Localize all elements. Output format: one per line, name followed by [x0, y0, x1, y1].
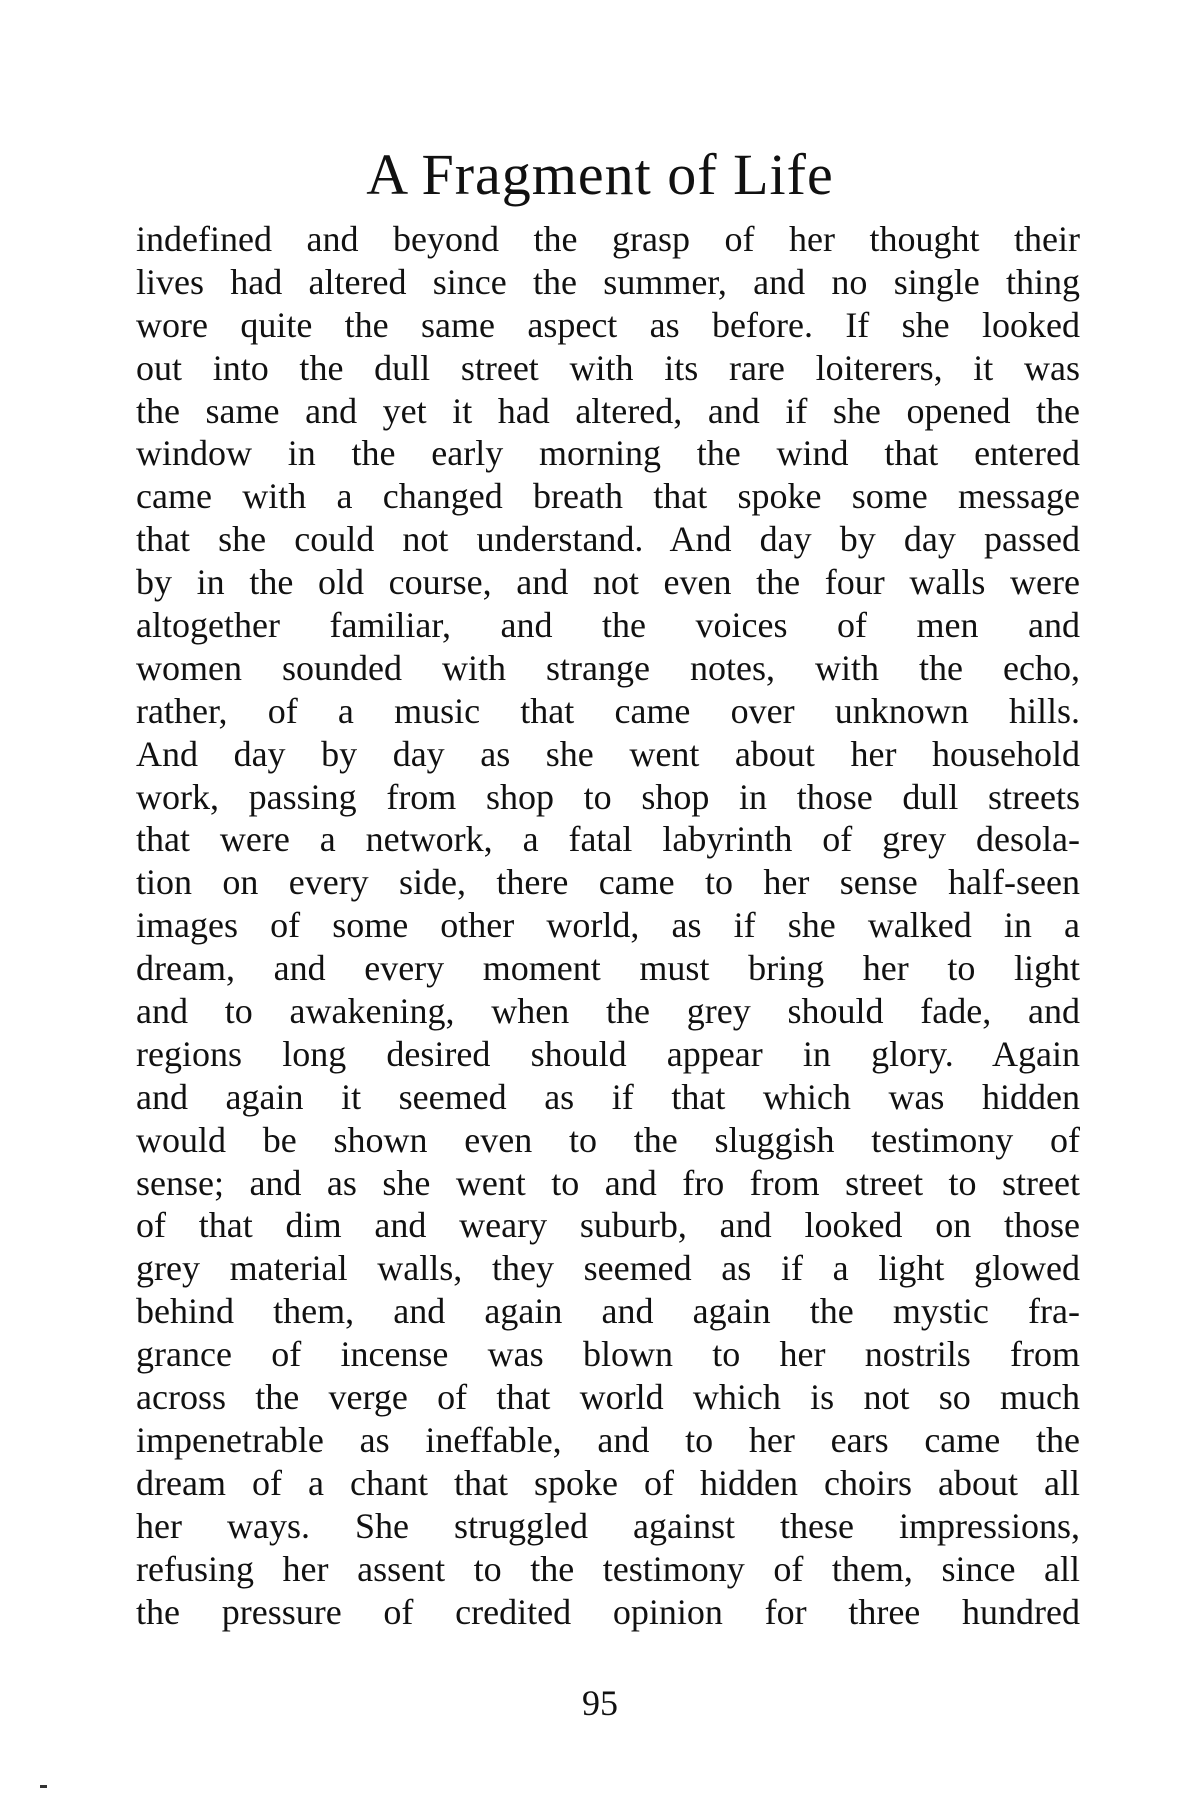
text-line: tion on every side, there came to her sense half-seen [136, 862, 1080, 903]
text-line: her ways. She struggled against these impressions, [136, 1505, 1080, 1546]
text-line: altogether familiar, and the voices of men and [136, 605, 1080, 646]
text-line: grey material walls, they seemed as if a light glowed [136, 1248, 1080, 1289]
text-line: work, passing from shop to shop in those dull streets [136, 776, 1080, 817]
text-line: wore quite the same aspect as before. If she looked [136, 304, 1080, 345]
text-line: behind them, and again and again the mystic fra- [136, 1291, 1080, 1332]
text-line: lives had altered since the summer, and no single thing [136, 261, 1080, 302]
text-line: indefined and beyond the grasp of her thought their [136, 219, 1080, 259]
text-line: regions long desired should appear in glory. Again [136, 1033, 1080, 1074]
scan-speck [40, 1785, 47, 1788]
text-line: window in the early morning the wind that entered [136, 433, 1080, 474]
text-line: images of some other world, as if she walked in a [136, 905, 1080, 946]
text-line: would be shown even to the sluggish testimony of [136, 1119, 1080, 1160]
text-line: that she could not understand. And day by day passed [136, 519, 1080, 560]
text-line: sense; and as she went to and fro from street to street [136, 1162, 1080, 1203]
text-line: impenetrable as ineffable, and to her ears came the [136, 1419, 1080, 1460]
text-line: the pressure of credited opinion for three hundred [136, 1591, 1080, 1632]
running-title: A Fragment of Life [366, 142, 834, 207]
text-line: rather, of a music that came over unknown hills. [136, 690, 1080, 731]
text-line: dream, and every moment must bring her to light [136, 948, 1080, 989]
text-line: And day by day as she went about her household [136, 733, 1080, 774]
text-line: the same and yet it had altered, and if she opened the [136, 390, 1080, 431]
text-line: by in the old course, and not even the four walls were [136, 562, 1080, 603]
text-line: dream of a chant that spoke of hidden choirs about all [136, 1462, 1080, 1503]
page-number: 95 [582, 1683, 618, 1723]
text-line: refusing her assent to the testimony of them, since all [136, 1548, 1080, 1589]
text-line: women sounded with strange notes, with the echo, [136, 647, 1080, 688]
text-line: of that dim and weary suburb, and looked on those [136, 1205, 1080, 1246]
text-line: and again it seemed as if that which was hidden [136, 1076, 1080, 1117]
body-text [136, 218, 1080, 1633]
text-line: came with a changed breath that spoke some message [136, 476, 1080, 517]
text-line: out into the dull street with its rare loiterers, it was [136, 347, 1080, 388]
text-line: and to awakening, when the grey should fade, and [136, 991, 1080, 1032]
text-line: across the verge of that world which is not so much [136, 1377, 1080, 1418]
text-line: grance of incense was blown to her nostrils from [136, 1334, 1080, 1375]
text-line: that were a network, a fatal labyrinth of grey desola- [136, 819, 1080, 860]
